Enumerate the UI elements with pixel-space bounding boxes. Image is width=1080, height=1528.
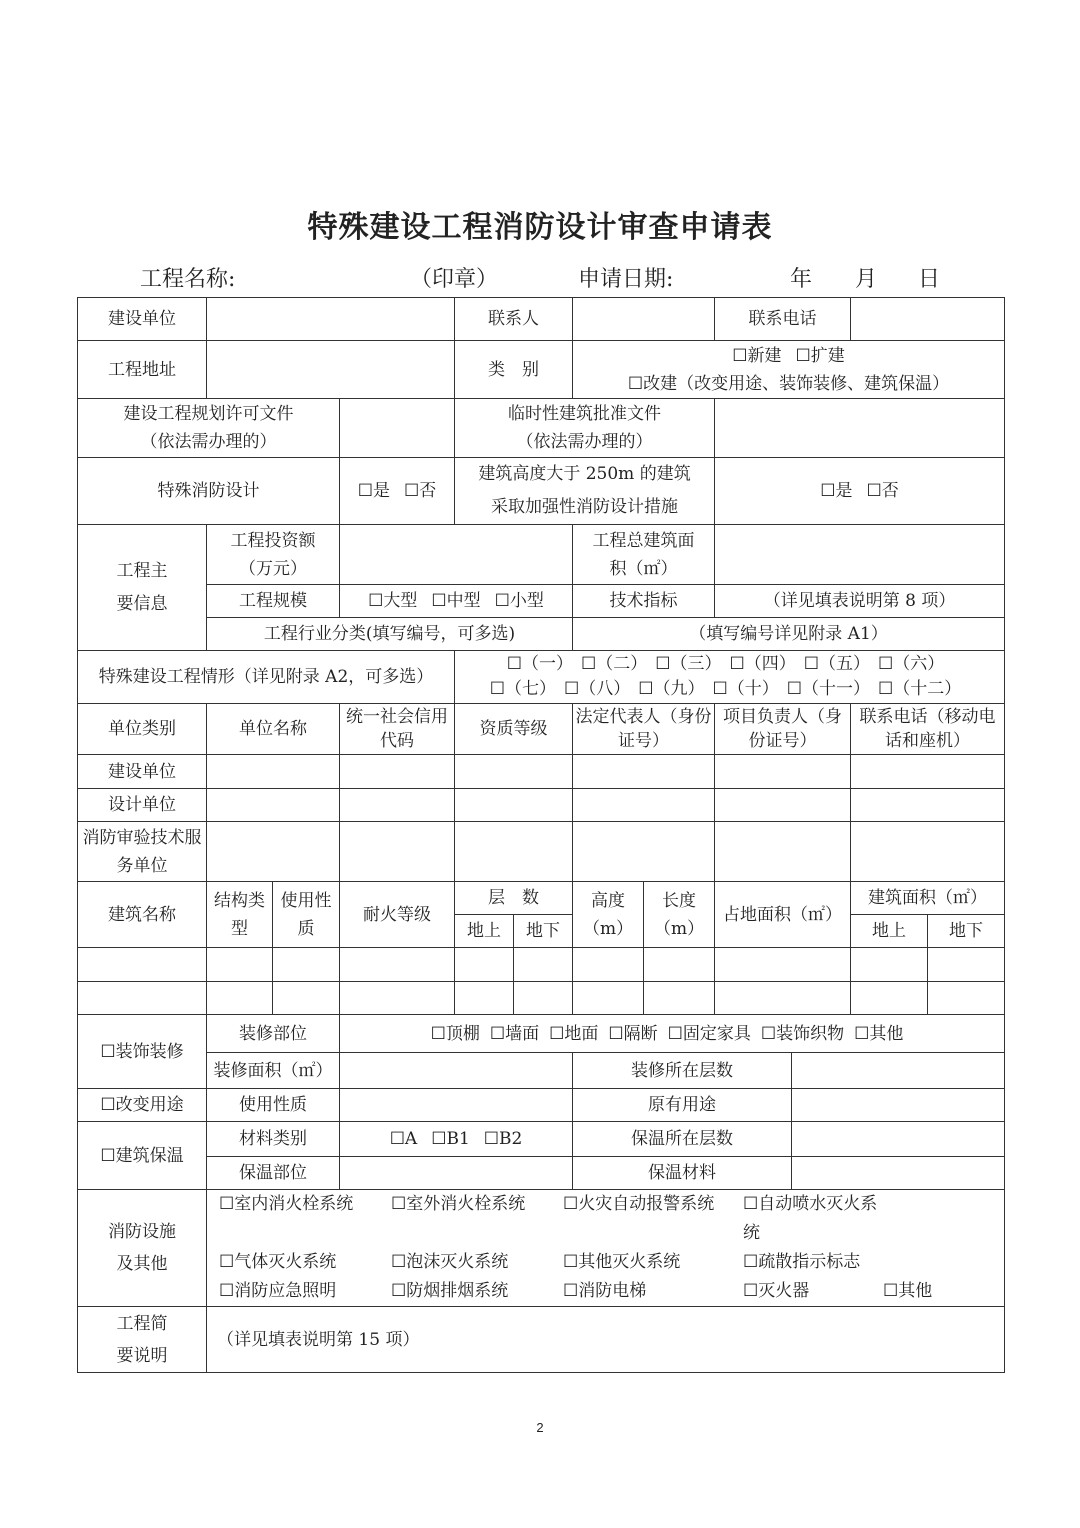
label: 工程地址 <box>78 341 207 399</box>
building-cell[interactable] <box>340 982 455 1015</box>
building-cell[interactable] <box>273 948 340 982</box>
column-header: 联系电话（移动电话和座机） <box>851 704 1005 755</box>
checkbox-yes[interactable]: ☐是 <box>357 481 391 501</box>
label: 结构类型 <box>207 882 273 948</box>
label: 采取加强性消防设计措施 <box>491 497 679 517</box>
building-cell[interactable] <box>514 982 573 1015</box>
label: 特殊消防设计 <box>78 458 340 525</box>
unit-cell[interactable] <box>851 755 1005 789</box>
label: 及其他 <box>116 1254 168 1274</box>
unit-cell[interactable] <box>851 822 1005 882</box>
unit-cell[interactable] <box>455 789 573 822</box>
construction-unit-field[interactable] <box>207 298 455 341</box>
building-cell[interactable] <box>851 948 928 982</box>
apply-date-label: 申请日期: <box>578 267 674 292</box>
label: 保温所在层数 <box>573 1122 792 1157</box>
temporary-approval-field[interactable] <box>715 399 1005 458</box>
checkbox-expand[interactable]: ☐扩建 <box>795 345 845 366</box>
decoration-area-field[interactable] <box>340 1053 573 1089</box>
label: 原有用途 <box>573 1089 792 1122</box>
column-header: 法定代表人（身份证号） <box>573 704 715 755</box>
decoration-option-checkbox[interactable]: ☐顶棚 <box>430 1023 480 1044</box>
special-option-checkbox[interactable]: ☐（十二） <box>878 679 962 699</box>
label: 建设单位 <box>78 298 207 341</box>
facility-option-checkbox[interactable]: ☐泡沫灭火系统 <box>391 1252 509 1272</box>
label: 层 数 <box>455 882 573 915</box>
building-cell[interactable] <box>573 948 644 982</box>
brief-description-field[interactable]: （详见填表说明第 15 项） <box>207 1307 1005 1373</box>
label: 长度（m） <box>644 882 715 948</box>
seal-label: （印章） <box>410 267 499 292</box>
building-cell[interactable] <box>644 982 715 1015</box>
facility-options <box>209 1190 1002 1306</box>
unit-cell[interactable] <box>715 789 851 822</box>
building-cell[interactable] <box>715 948 851 982</box>
decoration-floor-field[interactable] <box>792 1053 1005 1089</box>
year-label: 年 <box>790 267 813 292</box>
building-cell[interactable] <box>851 982 928 1015</box>
label: 建筑高度大于 250m 的建筑 <box>478 464 691 484</box>
decoration-option-checkbox[interactable]: ☐隔断 <box>608 1023 658 1044</box>
label: 建筑面积（㎡） <box>851 882 1005 915</box>
special-option-checkbox[interactable]: ☐（六） <box>878 654 945 674</box>
facility-option-checkbox[interactable]: ☐其他 <box>883 1281 933 1301</box>
column-header: 统一社会信用代码 <box>340 704 455 755</box>
checkbox-decoration[interactable]: ☐装饰装修 <box>78 1015 207 1089</box>
building-cell[interactable] <box>273 982 340 1015</box>
facility-option-checkbox[interactable]: ☐防烟排烟系统 <box>391 1281 509 1301</box>
special-option-checkbox[interactable]: ☐（一） <box>506 654 574 674</box>
label: 使用性质 <box>273 882 340 948</box>
facility-option-checkbox[interactable]: ☐室内消火栓系统 <box>219 1194 354 1214</box>
column-header: 资质等级 <box>455 704 573 755</box>
building-cell[interactable] <box>207 948 273 982</box>
decoration-option-checkbox[interactable]: ☐地面 <box>549 1023 599 1044</box>
label: 工程行业分类(填写编号，可多选) <box>207 618 573 651</box>
special-option-checkbox[interactable]: ☐（二） <box>581 654 648 674</box>
unit-cell[interactable] <box>207 822 340 882</box>
checkbox-change-use[interactable]: ☐改变用途 <box>78 1089 207 1122</box>
checkbox-b2[interactable]: ☐B2 <box>483 1129 523 1149</box>
page-number: 2 <box>536 1420 544 1435</box>
unit-cell[interactable] <box>715 822 851 882</box>
unit-cell[interactable] <box>207 755 340 789</box>
facility-option-checkbox[interactable]: ☐自动喷水灭火系统 <box>743 1194 878 1243</box>
contact-field[interactable] <box>573 298 715 341</box>
planning-permit-field[interactable] <box>340 399 455 458</box>
special-option-checkbox[interactable]: ☐（十一） <box>786 679 871 699</box>
label: 地下 <box>514 915 573 948</box>
investment-field[interactable] <box>340 525 573 585</box>
label: 耐火等级 <box>340 882 455 948</box>
unit-cell[interactable] <box>715 755 851 789</box>
building-cell[interactable] <box>514 948 573 982</box>
industry-field[interactable]: （填写编号详见附录 A1） <box>573 618 1005 651</box>
label: 工程规模 <box>207 585 340 618</box>
facility-option-checkbox[interactable]: ☐消防应急照明 <box>219 1281 337 1301</box>
project-name-label: 工程名称: <box>140 267 236 292</box>
column-header: 项目负责人（身份证号） <box>715 704 851 755</box>
label: 地上 <box>851 915 928 948</box>
unit-type-label: 设计单位 <box>78 789 207 822</box>
special-situation-options <box>455 651 1005 704</box>
unit-cell[interactable] <box>573 822 715 882</box>
building-cell[interactable] <box>928 982 1005 1015</box>
facility-option-checkbox[interactable]: ☐火灾自动报警系统 <box>563 1194 715 1214</box>
label: （依法需办理的） <box>140 432 277 452</box>
use-field[interactable] <box>340 1089 573 1122</box>
label: 占地面积（㎡） <box>715 882 851 948</box>
building-cell[interactable] <box>455 948 514 982</box>
spacer <box>883 1190 943 1248</box>
unit-cell[interactable] <box>340 755 455 789</box>
tech-indicator-field[interactable]: （详见填表说明第 8 项） <box>715 585 1005 618</box>
building-cell[interactable] <box>573 982 644 1015</box>
label: 高度（m） <box>573 882 644 948</box>
unit-cell[interactable] <box>340 822 455 882</box>
facility-option-checkbox[interactable]: ☐气体灭火系统 <box>219 1252 337 1272</box>
insulation-floor-field[interactable] <box>792 1122 1005 1157</box>
address-field[interactable] <box>207 341 455 399</box>
facility-option-checkbox[interactable]: ☐疏散指示标志 <box>743 1252 861 1272</box>
checkbox-new[interactable]: ☐新建 <box>732 345 782 366</box>
insulation-material-field[interactable] <box>792 1157 1005 1190</box>
building-cell[interactable] <box>340 948 455 982</box>
building-cell[interactable] <box>715 982 851 1015</box>
facility-option-checkbox[interactable]: ☐其他灭火系统 <box>563 1252 681 1272</box>
column-header: 单位名称 <box>207 704 340 755</box>
unit-cell[interactable] <box>207 789 340 822</box>
decoration-option-checkbox[interactable]: ☐装饰织物 <box>760 1023 845 1044</box>
special-option-checkbox[interactable]: ☐（三） <box>655 654 722 674</box>
checkbox-large[interactable]: ☐大型 <box>368 591 418 611</box>
unit-cell[interactable] <box>455 822 573 882</box>
building-cell[interactable] <box>78 948 207 982</box>
form-title: 特殊建设工程消防设计审查申请表 <box>307 210 773 245</box>
spacer <box>883 1248 943 1277</box>
label: 装修部位 <box>207 1015 340 1053</box>
special-option-checkbox[interactable]: ☐（九） <box>638 679 705 699</box>
label: 要信息 <box>116 593 168 614</box>
unit-cell[interactable] <box>455 755 573 789</box>
label: 建筑名称 <box>78 882 207 948</box>
decoration-option-checkbox[interactable]: ☐固定家具 <box>667 1023 751 1044</box>
insulation-part-field[interactable] <box>340 1157 573 1190</box>
label: 建设工程规划许可文件 <box>123 404 294 424</box>
special-option-checkbox[interactable]: ☐（七） <box>489 679 557 699</box>
decoration-option-checkbox[interactable]: ☐其他 <box>854 1023 904 1044</box>
unit-cell[interactable] <box>573 755 715 789</box>
unit-type-label: 消防审验技术服务单位 <box>78 822 207 882</box>
unit-cell[interactable] <box>340 789 455 822</box>
label: 工程投资额 <box>230 530 316 551</box>
label: 联系电话 <box>715 298 851 341</box>
decoration-part-options <box>340 1015 1005 1053</box>
unit-cell[interactable] <box>851 789 1005 822</box>
label: （依法需办理的） <box>516 432 653 452</box>
checkbox-b1[interactable]: ☐B1 <box>431 1129 470 1149</box>
checkbox-a[interactable]: ☐A <box>389 1129 418 1149</box>
checkbox-no[interactable]: ☐否 <box>404 481 437 501</box>
checkbox-insulation[interactable]: ☐建筑保温 <box>78 1122 207 1190</box>
checkbox-renovate[interactable]: ☐改建（改变用途、装饰装修、建筑保温） <box>627 373 950 394</box>
label: 地下 <box>928 915 1005 948</box>
label: 地上 <box>455 915 514 948</box>
label: 消防设施 <box>108 1222 176 1242</box>
building-cell[interactable] <box>644 948 715 982</box>
checkbox-medium[interactable]: ☐中型 <box>431 591 481 611</box>
special-option-checkbox[interactable]: ☐（五） <box>803 654 871 674</box>
building-cell[interactable] <box>78 982 207 1015</box>
special-option-checkbox[interactable]: ☐（四） <box>729 654 796 674</box>
building-cell[interactable] <box>455 982 514 1015</box>
unit-type-label: 建设单位 <box>78 755 207 789</box>
label: 特殊建设工程情形（详见附录 A2，可多选） <box>78 651 455 704</box>
phone-field[interactable] <box>851 298 1005 341</box>
day-label: 日 <box>918 267 941 292</box>
label: （万元） <box>239 558 307 579</box>
label: 使用性质 <box>207 1089 340 1122</box>
label: 装修所在层数 <box>573 1053 792 1089</box>
label: 联系人 <box>455 298 573 341</box>
label: 要说明 <box>116 1345 168 1366</box>
label: 技术指标 <box>573 585 715 618</box>
label: 工程简 <box>116 1313 168 1334</box>
label: 保温部位 <box>207 1157 340 1190</box>
label: 类 别 <box>455 341 573 399</box>
facility-option-checkbox[interactable]: ☐灭火器 <box>743 1281 810 1301</box>
building-cell[interactable] <box>207 982 273 1015</box>
label: 工程总建筑面 <box>592 530 695 551</box>
unit-cell[interactable] <box>573 789 715 822</box>
decoration-option-checkbox[interactable]: ☐墙面 <box>489 1023 540 1044</box>
month-label: 月 <box>855 267 878 292</box>
column-header: 单位类别 <box>78 704 207 755</box>
label: 保温材料 <box>573 1157 792 1190</box>
special-option-checkbox[interactable]: ☐（八） <box>564 679 631 699</box>
label: 装修面积（㎡） <box>207 1053 340 1089</box>
checkbox-no[interactable]: ☐否 <box>866 481 899 501</box>
label: 材料类别 <box>207 1122 340 1157</box>
facility-option-checkbox[interactable]: ☐消防电梯 <box>563 1281 647 1301</box>
label: 工程主 <box>116 560 168 581</box>
application-form-table <box>77 297 1005 1373</box>
special-option-checkbox[interactable]: ☐（十） <box>712 679 779 699</box>
label: 积（㎡） <box>609 558 678 579</box>
building-cell[interactable] <box>928 948 1005 982</box>
checkbox-small[interactable]: ☐小型 <box>494 591 544 611</box>
original-use-field[interactable] <box>792 1089 1005 1122</box>
total-area-field[interactable] <box>715 525 1005 585</box>
checkbox-yes[interactable]: ☐是 <box>820 481 853 501</box>
label: 临时性建筑批准文件 <box>508 404 662 424</box>
facility-option-checkbox[interactable]: ☐室外消火栓系统 <box>391 1194 526 1214</box>
